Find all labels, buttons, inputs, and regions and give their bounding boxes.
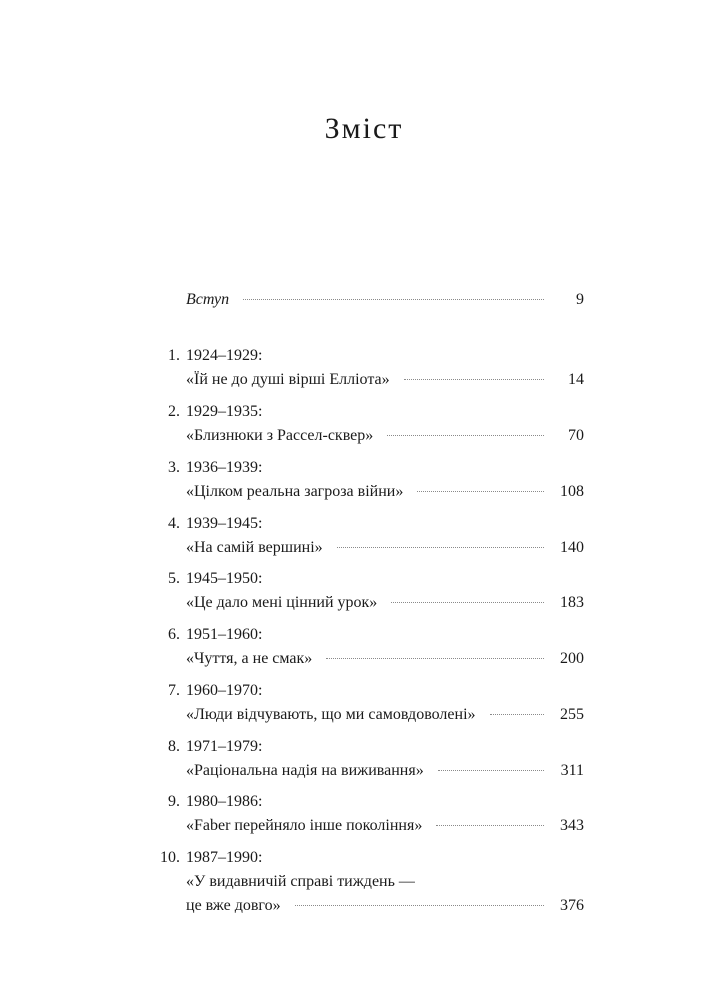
- chapter-number: 5.: [168, 570, 180, 587]
- dot-leader: [243, 299, 544, 300]
- chapter-number: 7.: [168, 682, 180, 699]
- chapter-years: 1924–1929:: [186, 347, 263, 364]
- toc-page-number: 183: [560, 594, 584, 611]
- chapter-title: «Близнюки з Рассел-сквер»: [186, 427, 374, 444]
- chapter-years: 1960–1970:: [186, 682, 263, 699]
- chapter-number: 3.: [168, 459, 180, 476]
- chapter-number: 2.: [168, 403, 180, 420]
- dot-leader: [326, 658, 544, 659]
- toc-page-number: 140: [560, 539, 584, 556]
- chapter-years: 1929–1935:: [186, 403, 263, 420]
- chapter-title: «На самій вершині»: [186, 539, 323, 556]
- chapter-title: «Faber перейняло інше покоління»: [186, 817, 423, 834]
- chapter-number: 4.: [168, 515, 180, 532]
- toc-page-number: 9: [576, 291, 584, 308]
- chapter-title: «Цілком реальна загроза війни»: [186, 483, 404, 500]
- chapter-title: «Чуття, а не смак»: [186, 650, 313, 667]
- dot-leader: [387, 435, 544, 436]
- chapter-number: 8.: [168, 738, 180, 755]
- dot-leader: [490, 714, 544, 715]
- toc-page-number: 14: [568, 371, 584, 388]
- toc-page-number: 376: [560, 897, 584, 914]
- toc-page-number: 311: [560, 762, 584, 779]
- chapter-title: «У видавничій справі тиждень —: [186, 873, 415, 890]
- chapter-title: «Люди відчувають, що ми самовдоволені»: [186, 706, 476, 723]
- chapter-number: 10.: [160, 849, 180, 866]
- toc-page-number: 343: [560, 817, 584, 834]
- dot-leader: [436, 825, 544, 826]
- chapter-title: «Раціональна надія на виживання»: [186, 762, 424, 779]
- toc-entry-label: Вступ: [186, 291, 230, 308]
- toc-page-number: 108: [560, 483, 584, 500]
- chapter-number: 1.: [168, 347, 180, 364]
- chapter-years: 1951–1960:: [186, 626, 263, 643]
- toc-page-number: 255: [560, 706, 584, 723]
- chapter-title-continued: це вже довго»: [186, 897, 281, 914]
- chapter-years: 1987–1990:: [186, 849, 263, 866]
- dot-leader: [295, 905, 544, 906]
- chapter-years: 1936–1939:: [186, 459, 263, 476]
- chapter-title: «Це дало мені цінний урок»: [186, 594, 378, 611]
- chapter-title: «Їй не до душі вірші Елліота»: [186, 371, 390, 388]
- chapter-years: 1971–1979:: [186, 738, 263, 755]
- dot-leader: [404, 379, 544, 380]
- page-title: Зміст: [324, 112, 404, 145]
- dot-leader: [438, 770, 544, 771]
- chapter-years: 1980–1986:: [186, 793, 263, 810]
- dot-leader: [391, 602, 544, 603]
- chapter-number: 6.: [168, 626, 180, 643]
- chapter-years: 1939–1945:: [186, 515, 263, 532]
- chapter-number: 9.: [168, 793, 180, 810]
- dot-leader: [337, 547, 544, 548]
- chapter-years: 1945–1950:: [186, 570, 263, 587]
- dot-leader: [417, 491, 544, 492]
- toc-page-number: 70: [568, 427, 584, 444]
- toc-page-number: 200: [560, 650, 584, 667]
